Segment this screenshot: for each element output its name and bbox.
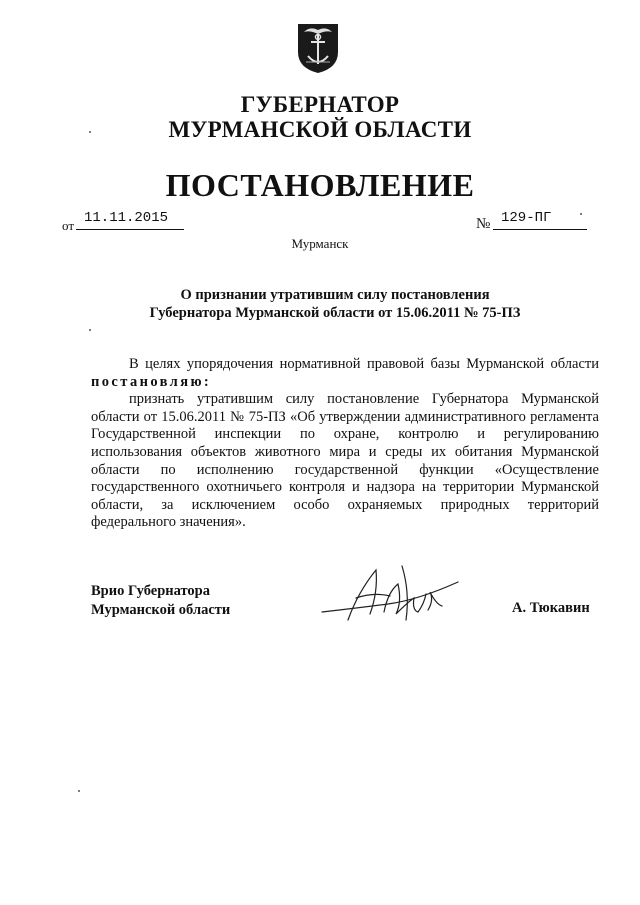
clause-paragraph: признать утратившим силу постановление Губернатора Мурманской области от 15.06.2011 № 75-ПЗ «Об утверждении административного регламента Государственной инспекции по охране, контролю и регулированию использования объектов животного мира и среды их обитания Мурманской области по исполнению государственной функции «Осуществление государственного охотничьего контроля и надзора на территории Мурманской области, за исключением особо охраняемых природных территорий федерального значения».	[91, 391, 599, 531]
decree-word: постановляю:	[91, 373, 212, 390]
city: Мурманск	[291, 236, 349, 251]
intro-paragraph	[91, 356, 599, 391]
coat-of-arms-icon	[296, 18, 340, 74]
scan-speck	[89, 329, 91, 331]
scan-speck	[78, 790, 80, 792]
subject-line-1: О признании утратившим силу постановления	[180, 287, 490, 303]
scan-speck	[580, 213, 582, 215]
signatory-title-line-1: Врио Губернатора	[91, 583, 210, 599]
document-date: 11.11.2015	[76, 209, 184, 230]
document-number: 129-ПГ	[493, 209, 587, 230]
date-label: от	[62, 218, 75, 233]
signatory-name: А. Тюкавин	[512, 600, 590, 616]
scan-speck	[89, 131, 91, 133]
document-body	[91, 356, 599, 532]
signatory-title-line-2: Мурманской области	[91, 602, 231, 618]
number-label: №	[476, 216, 491, 232]
document-subject	[80, 286, 590, 322]
intro-text: В целях упорядочения нормативной правовой базы Мурманской области	[129, 356, 599, 372]
signatory-title	[91, 582, 230, 620]
issuer-region: МУРМАНСКОЙ ОБЛАСТИ	[168, 117, 472, 142]
document-type: ПОСТАНОВЛЕНИЕ	[165, 167, 475, 203]
handwritten-signature	[318, 562, 468, 624]
subject-line-2: Губернатора Мурманской области от 15.06.2011 № 75-ПЗ	[149, 305, 521, 321]
issuer-title: ГУБЕРНАТОР	[240, 92, 400, 117]
